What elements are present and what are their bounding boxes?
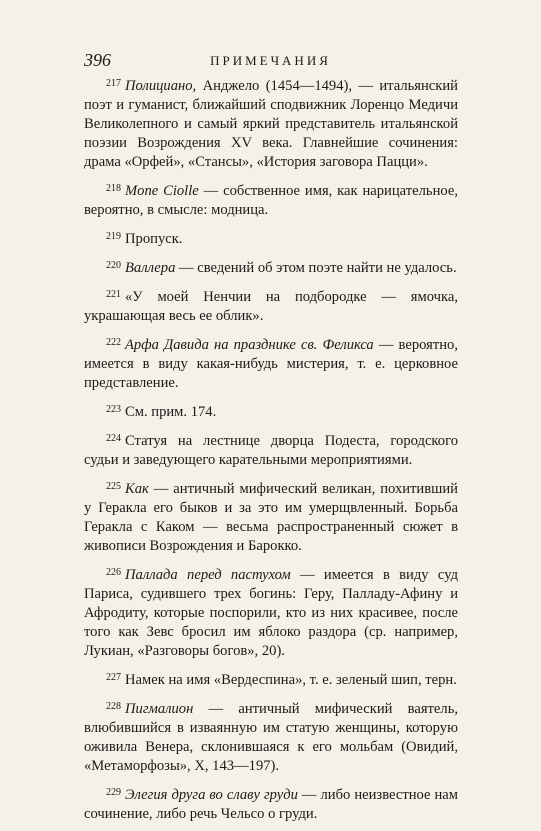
note-number: 226 <box>106 567 121 578</box>
note-number: 222 <box>106 337 121 348</box>
note-text: Статуя на лестнице дворца Подеста, городского судьи и заведующего карательными мероприятиями. <box>84 433 458 468</box>
note-term: Полициано, <box>125 78 197 94</box>
note-text: — имеется в виду суд Париса, судившего трех богинь: Геру, Палладу-Афину и Афродиту, которые поспорили, кто из них красивее, после того как Зевс бросил им яблоко раздора (ср. например, Лукиан, «Разговоры богов», 20). <box>84 567 459 659</box>
note-229 <box>84 783 458 824</box>
note-228 <box>84 697 458 776</box>
note-227 <box>84 668 458 690</box>
note-term: Как <box>125 481 149 497</box>
note-term: Пигмалион <box>125 701 194 717</box>
note-text: Намек на имя «Вердеспина», т. е. зеленый шип, терн. <box>125 672 457 688</box>
note-term: Элегия друга во славу груди <box>125 787 298 803</box>
note-number: 224 <box>106 433 121 444</box>
note-text: — вероятно, имеется в виду какая-нибудь мистерия, т. е. церковное представление. <box>84 337 458 391</box>
note-222 <box>84 333 458 393</box>
note-text: — собственное имя, как нарицательное, вероятно, в смысле: модница. <box>84 183 458 218</box>
note-term: Mone Ciolle <box>125 183 199 199</box>
note-text: Анджело (1454—1494), — итальянский поэт и гуманист, ближайший сподвижник Лоренцо Медичи Великолепного и самый яркий представитель итальянской поэзии Возрождения XV века. Главнейшие сочинения: драма «Орфей», «Стансы», «История заговора Пацци». <box>84 78 458 170</box>
running-head: ПРИМЕЧАНИЯ <box>210 53 331 68</box>
page-header <box>84 50 457 70</box>
note-number: 227 <box>106 672 121 683</box>
note-217 <box>84 74 458 172</box>
note-text: См. прим. 174. <box>125 404 217 420</box>
note-number: 229 <box>106 787 121 798</box>
note-219 <box>84 227 458 249</box>
note-number: 217 <box>106 78 121 89</box>
note-226 <box>84 563 458 661</box>
note-218 <box>84 179 458 220</box>
note-number: 220 <box>106 260 121 271</box>
note-number: 223 <box>106 404 121 415</box>
note-text: — либо неизвестное нам сочинение, либо речь Чельсо о груди. <box>84 787 458 822</box>
note-text: «У моей Ненчии на подбородке — ямочка, украшающая весь ее облик». <box>84 289 458 324</box>
page-number: 396 <box>84 50 111 70</box>
note-number: 221 <box>106 289 121 300</box>
note-223 <box>84 400 458 422</box>
note-term: Паллада перед пастухом <box>125 567 291 583</box>
note-224 <box>84 429 458 470</box>
note-number: 218 <box>106 183 121 194</box>
note-number: 225 <box>106 481 121 492</box>
note-term: Арфа Давида на празднике св. Феликса <box>125 337 374 353</box>
note-text: — античный мифический великан, похитивший у Геракла его быков и за это им умерщвленный. Борьба Геракла с Каком — весьма распространенный сюжет в живописи Возрождения и Барокко. <box>84 481 458 554</box>
note-221 <box>84 285 458 326</box>
notes-list <box>84 74 458 831</box>
note-number: 219 <box>106 231 121 242</box>
note-220 <box>84 256 458 278</box>
note-term: Валлера <box>125 260 176 276</box>
note-number: 228 <box>106 701 121 712</box>
note-text: — античный мифический ваятель, влюбившийся в изваянную им статую женщины, которую оживила Венера, склонившаяся к его мольбам (Овидий, «Метаморфозы», X, 143—197). <box>84 701 458 774</box>
note-text: — сведений об этом поэте найти не удалось. <box>175 260 457 276</box>
note-text: Пропуск. <box>125 231 183 247</box>
note-225 <box>84 477 458 556</box>
